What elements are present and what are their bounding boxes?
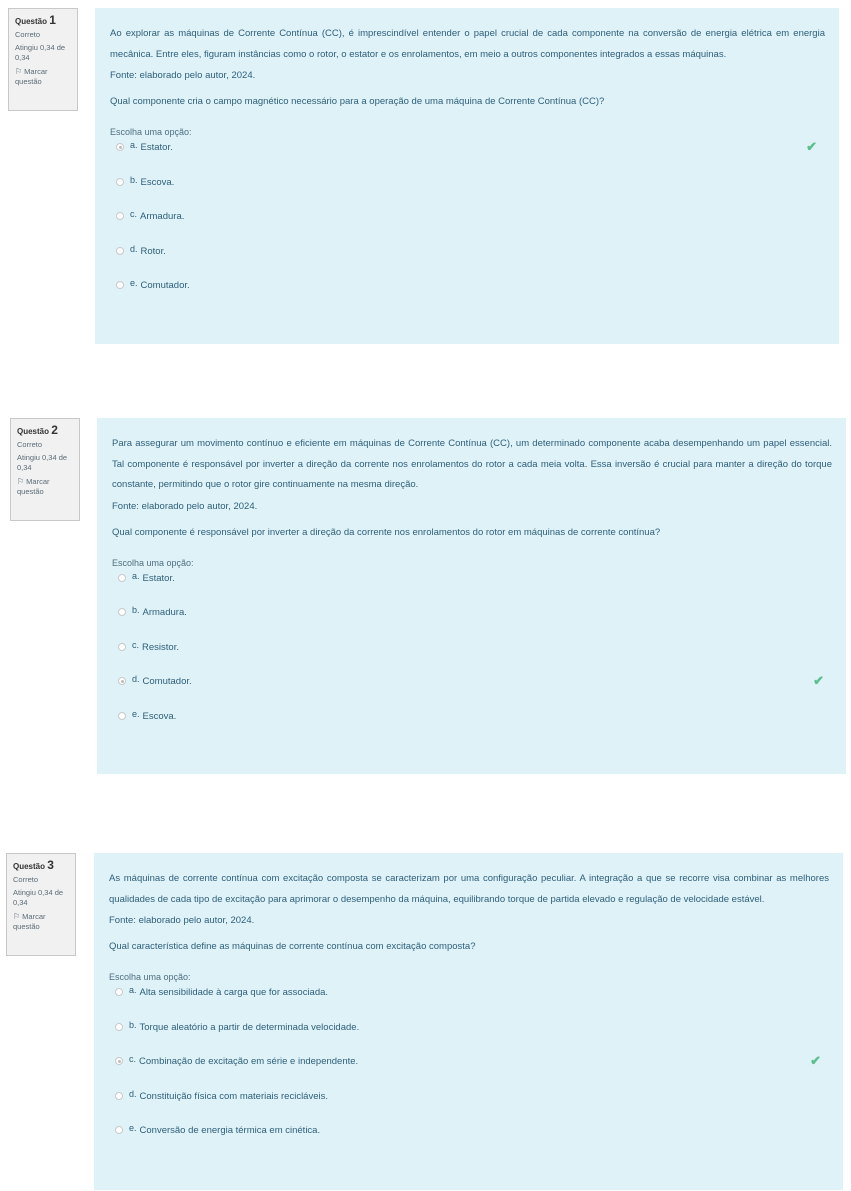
question-status: Correto [13,875,39,884]
option-text: Constituição física com materiais recicláveis. [139,1090,328,1102]
option-letter: c. [129,1054,137,1064]
question-number: 2 [51,423,58,437]
answer-option-a[interactable] [110,140,825,175]
answer-option-e[interactable] [112,709,832,744]
option-letter: e. [132,708,140,719]
answer-option-b[interactable] [109,1020,829,1055]
flag-question-button[interactable] [15,67,74,87]
question-info-3 [6,853,76,956]
radio-button[interactable] [115,1057,123,1065]
answer-option-c[interactable] [112,640,832,675]
question-title [13,858,72,872]
check-icon: ✔ [813,673,824,688]
radio-button[interactable] [115,1023,123,1031]
choose-option-label: Escolha uma opção: [109,972,191,982]
option-letter: a. [132,570,140,581]
option-text: Armadura. [142,607,187,618]
question-content-2 [97,418,846,774]
question-text: As máquinas de corrente contínua com excitação composta se caracterizam por uma configuração peculiar. A integração a que se recorre visa combinar as melhores qualidades de cada tipo de excitação para aprimorar o desempenho da máquina, equilibrando torque de partida elevado e regulação de velocidade estável. [109,873,829,905]
option-text: Armadura. [140,211,185,222]
question-grade: Atingiu 0,34 de 0,34 [15,43,66,62]
answer-options [110,140,825,313]
question-label: Questão [17,427,50,436]
question-number: 1 [49,13,56,27]
option-text: Alta sensibilidade à carga que for associada. [139,987,329,998]
option-text: Torque aleatório a partir de determinada velocidade. [139,1021,360,1033]
radio-button[interactable] [116,143,124,151]
radio-button[interactable] [116,247,124,255]
question-status: Correto [15,30,41,39]
answer-option-c[interactable] [109,1054,829,1089]
option-letter: d. [130,243,138,254]
radio-button[interactable] [118,574,126,582]
radio-button[interactable] [116,281,124,289]
option-letter: b. [130,174,138,185]
option-letter: a. [130,140,138,150]
option-text: Conversão de energia térmica em cinética. [139,1125,321,1136]
radio-button[interactable] [118,608,126,616]
check-icon: ✔ [806,139,817,154]
answer-option-d[interactable] [110,244,825,279]
answer-option-c[interactable] [110,209,825,244]
question-label: Questão [15,17,48,26]
answer-option-e[interactable] [110,278,825,313]
flag-icon: ⚐ [13,912,21,921]
option-text: Rotor. [140,245,166,257]
option-text: Estator. [140,142,173,153]
question-info-1 [8,8,78,111]
flag-label: Marcar questão [13,912,46,931]
answer-options [112,571,832,744]
answer-option-e[interactable] [109,1123,829,1158]
question-grade: Atingiu 0,34 de 0,34 [13,888,64,907]
question-status: Correto [17,440,43,449]
option-text: Comutador. [142,676,192,687]
option-text: Resistor. [142,641,179,653]
question-prompt-text: Qual característica define as máquinas de corrente contínua com excitação composta? [109,941,476,952]
radio-button[interactable] [118,712,126,720]
answer-option-d[interactable] [112,674,832,709]
answer-option-b[interactable] [110,175,825,210]
radio-button[interactable] [116,178,124,186]
answer-option-a[interactable] [109,985,829,1020]
option-text: Estator. [142,572,175,584]
question-text: Para assegurar um movimento contínuo e eficiente em máquinas de Corrente Contínua (CC), um determinado componente acaba desempenhando um papel essencial. Tal componente é responsável por inverter a direção da corrente nos enrolamentos do rotor a cada meia volta. Essa inversão é crucial para manter a direção do torque constante, permitindo que o rotor gire continuamente na mesma direção. [112,438,832,490]
question-source: Fonte: elaborado pelo autor, 2024. [112,500,258,512]
flag-label: Marcar questão [15,67,48,86]
option-text: Escova. [140,176,175,188]
option-letter: e. [130,278,138,288]
radio-button[interactable] [115,1092,123,1100]
option-letter: c. [132,639,140,650]
question-grade: Atingiu 0,34 de 0,34 [17,453,68,472]
option-letter: b. [132,605,140,615]
radio-button[interactable] [115,988,123,996]
flag-label: Marcar questão [17,477,50,496]
question-number: 3 [47,858,54,872]
question-source: Fonte: elaborado pelo autor, 2024. [109,915,255,926]
answer-option-b[interactable] [112,605,832,640]
option-letter: d. [129,1088,137,1099]
option-letter: b. [129,1019,137,1030]
option-text: Comutador. [140,280,190,291]
question-prompt-text: Qual componente cria o campo magnético necessário para a operação de uma máquina de Corrente Contínua (CC)? [110,96,605,107]
question-title [15,13,74,27]
question-title [17,423,76,437]
flag-icon: ⚐ [17,477,25,486]
radio-button[interactable] [116,212,124,220]
option-letter: c. [130,209,138,219]
option-letter: e. [129,1123,137,1133]
choose-option-label: Escolha uma opção: [110,127,192,137]
choose-option-label: Escolha uma opção: [112,557,194,568]
option-letter: d. [132,674,140,684]
flag-question-button[interactable] [17,477,76,497]
answer-options [109,985,829,1158]
question-text: Ao explorar as máquinas de Corrente Contínua (CC), é imprescindível entender o papel crucial de cada componente na conversão de energia elétrica em energia mecânica. Entre eles, figuram instâncias como o rotor, o estator e os enrolamentos, em meio a outros componentes integrados a essas máquinas. [110,28,825,60]
question-prompt-text: Qual componente é responsável por inverter a direção da corrente nos enrolamentos do rotor em máquinas de corrente contínua? [112,526,661,538]
radio-button[interactable] [115,1126,123,1134]
answer-option-d[interactable] [109,1089,829,1124]
check-icon: ✔ [810,1053,821,1068]
question-source: Fonte: elaborado pelo autor, 2024. [110,70,256,81]
radio-button[interactable] [118,643,126,651]
option-letter: a. [129,985,137,995]
flag-question-button[interactable] [13,912,72,932]
option-text: Escova. [142,710,177,722]
answer-option-a[interactable] [112,571,832,606]
question-label: Questão [13,862,46,871]
radio-button[interactable] [118,677,126,685]
flag-icon: ⚐ [15,67,23,76]
question-info-2 [10,418,80,521]
question-content-3 [94,853,843,1190]
question-content-1 [95,8,839,344]
option-text: Combinação de excitação em série e independente. [139,1056,359,1067]
